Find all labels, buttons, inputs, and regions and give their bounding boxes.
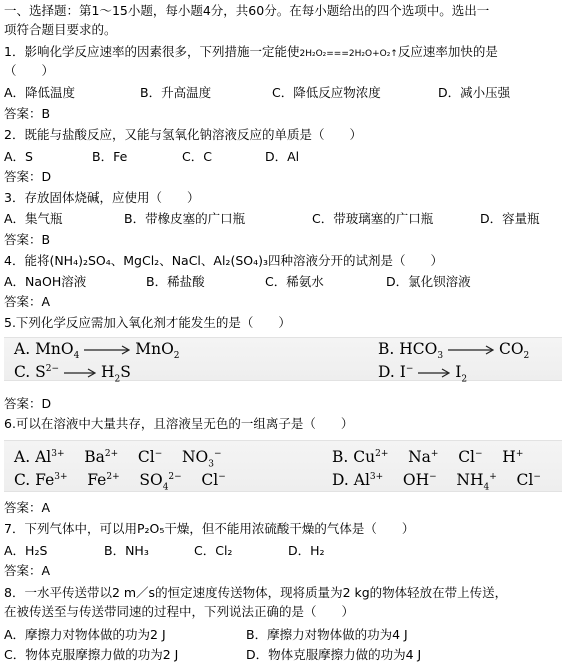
q6-stem: 6.可以在溶液中大量共存，且溶液呈无色的一组离子是（ ） xyxy=(4,416,354,431)
q5-option-d: D. I− $I_2$ xyxy=(378,363,468,385)
q5-option-a: A. MnO$_4$ MnO$_2$ xyxy=(14,340,180,362)
q2-stem: 2．既能与盐酸反应，又能与氢氧化钠溶液反应的单质是（ ） xyxy=(4,127,362,142)
q7-option-c: C．Cl₂ xyxy=(194,543,233,558)
q4-option-b: B．稀盐酸 xyxy=(146,274,205,289)
q4-option-a: A．NaOH溶液 xyxy=(4,274,87,289)
q4-option-c: C．稀氨水 xyxy=(265,274,324,289)
q7-option-d: D．H₂ xyxy=(288,543,325,558)
section-intro-line-1: 一、选择题：第1～15小题，每小题4分，共60分。在每小题给出的四个选项中。选出一 xyxy=(4,3,490,18)
q1-equation: 2H₂O₂===2H₂O+O₂↑ xyxy=(299,49,398,59)
q3-answer: 答案：B xyxy=(4,232,51,247)
q5-option-b: B. $HCO_3$ $CO_2$ xyxy=(378,340,530,362)
reaction-arrow-icon xyxy=(448,345,494,355)
q8-option-d: D．物体克服摩擦力做的功为4 J xyxy=(246,647,422,662)
q3-option-c: C．带玻璃塞的广口瓶 xyxy=(312,211,434,226)
section-intro-line-2: 项符合题目要求的。 xyxy=(4,22,117,37)
q7-option-b: B．NH₃ xyxy=(104,543,149,558)
q7-stem: 7．下列气体中，可以用P₂O₅干燥，但不能用浓硫酸干燥的气体是（ ） xyxy=(4,521,415,536)
q1-answer: 答案：B xyxy=(4,106,51,121)
q1-option-a: A．降低温度 xyxy=(4,85,76,100)
q6-option-c: C. $Fe^{3+}$ $Fe^{2+}$ $SO_4^{2-}$ Cl− xyxy=(14,471,226,493)
q4-answer: 答案：A xyxy=(4,294,51,309)
q8-stem-line-1: 8．一水平传送带以2 m／s的恒定速度传送物体，现将质量为2 kg的物体轻放在带上传送， xyxy=(4,585,508,600)
reaction-arrow-icon xyxy=(64,368,96,378)
q5-option-c: C. $S^{2-}$ $H_2S$ xyxy=(14,363,131,385)
q6-option-b: B. $Cu^{2+}$ Na+ Cl− H+ xyxy=(332,448,524,467)
q1-option-c: C．降低反应物浓度 xyxy=(272,85,381,100)
q4-stem: 4．能将(NH₄)₂SO₄、MgCl₂、NaCl、Al₂(SO₄)₃四种溶液分开的试剂是（ ） xyxy=(4,253,443,268)
q5-answer: 答案：D xyxy=(4,396,52,411)
q1-paren: （ ） xyxy=(4,63,55,78)
q3-option-b: B．带橡皮塞的广口瓶 xyxy=(124,211,246,226)
q3-option-a: A．集气瓶 xyxy=(4,211,63,226)
q2-option-d: D．Al xyxy=(265,149,300,164)
q1-option-d: D．减小压强 xyxy=(438,85,511,100)
q1-option-b: B．升高温度 xyxy=(140,85,212,100)
q6-option-d: D. $Al^{3+}$ OH− $NH_4^+$ Cl− xyxy=(332,471,541,493)
q8-option-a: A．摩擦力对物体做的功为2 J xyxy=(4,627,166,642)
q2-option-c: C．C xyxy=(182,149,212,164)
q7-answer: 答案：A xyxy=(4,563,51,578)
q3-stem: 3．存放固体烧碱，应使用（ ） xyxy=(4,190,200,205)
q4-option-d: D．氯化钡溶液 xyxy=(386,274,471,289)
q8-stem-line-2: 在被传送至与传送带同速的过程中，下列说法正确的是（ ） xyxy=(4,604,355,619)
q3-option-d: D．容量瓶 xyxy=(480,211,540,226)
q6-answer: 答案：A xyxy=(4,500,51,515)
q6-options-image xyxy=(4,440,562,492)
q7-option-a: A．H₂S xyxy=(4,543,48,558)
q6-option-a: A. $Al^{3+}$ $Ba^{2+}$ Cl− $NO_3^-$ xyxy=(14,448,222,470)
q2-option-a: A．S xyxy=(4,149,33,164)
reaction-arrow-icon xyxy=(84,345,130,355)
q2-option-b: B．Fe xyxy=(92,149,128,164)
reaction-arrow-icon xyxy=(418,368,450,378)
q5-stem: 5.下列化学反应需加入氧化剂才能发生的是（ ） xyxy=(4,315,291,330)
q8-option-b: B．摩擦力对物体做的功为4 J xyxy=(246,627,408,642)
q8-option-c: C．物体克服摩擦力做的功为2 J xyxy=(4,647,179,662)
q1-stem: 1．影响化学反应速率的因素很多，下列措施一定能使2H₂O₂===2H₂O+O₂↑反应速率加快的是 xyxy=(4,44,498,59)
q2-answer: 答案：D xyxy=(4,169,52,184)
q5-options-image xyxy=(4,337,562,385)
